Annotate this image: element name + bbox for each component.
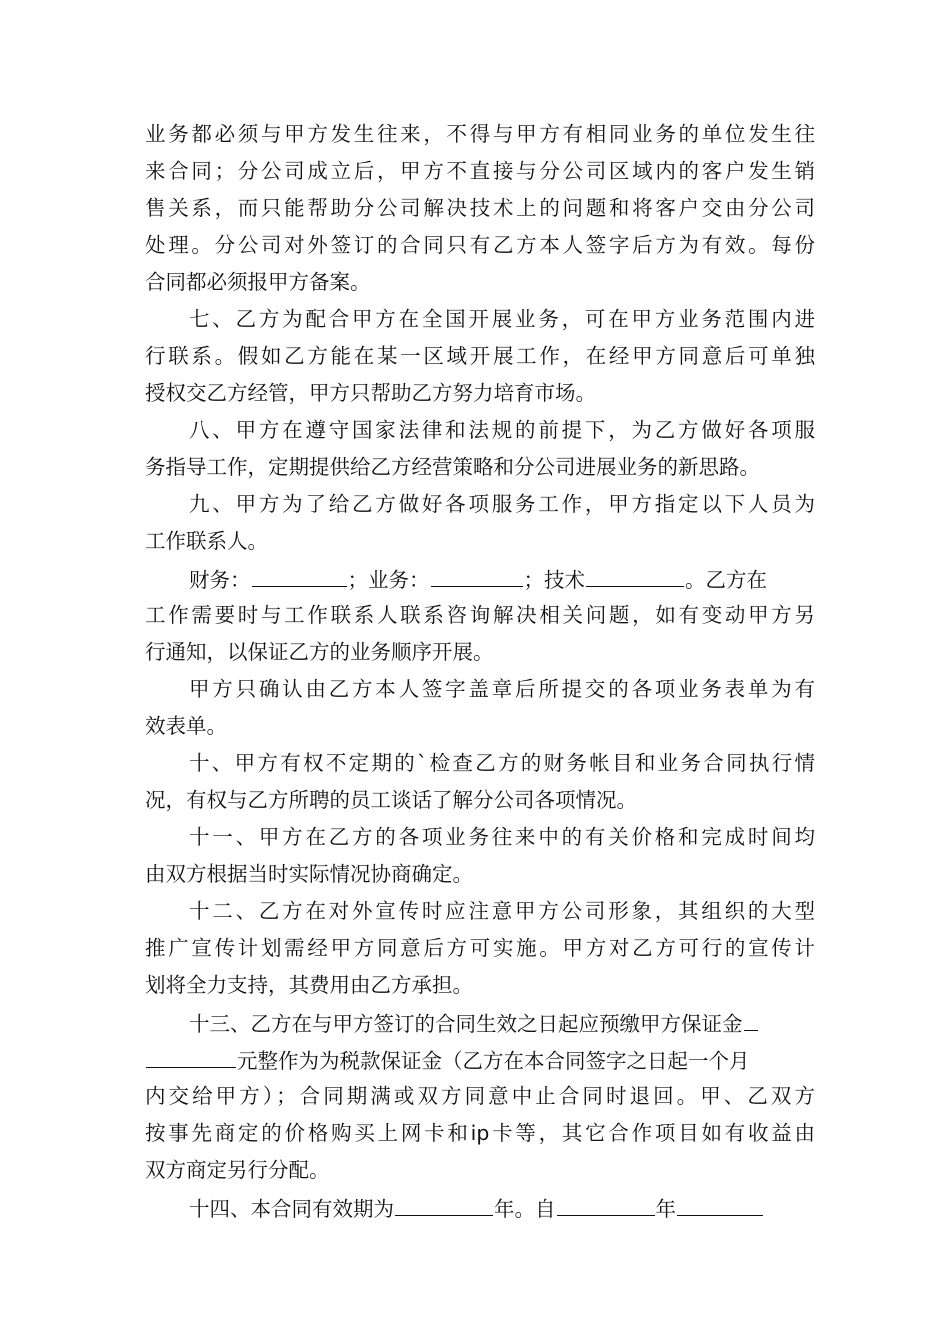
text-line: 合同都必须报甲方备案。 (145, 270, 371, 294)
term-start-year-blank (557, 1189, 655, 1216)
text-line: 处理。分公司对外签订的合同只有乙方本人签字后方为有效。每份 (145, 233, 815, 257)
text-line: 业务都必须与甲方发生往来，不得与甲方有相同业务的单位发生往 (145, 122, 815, 146)
text-line: 售关系，而只能帮助分公司解决技术上的问题和将客户交由分公司 (145, 196, 815, 220)
text-line: 来合同；分公司成立后，甲方不直接与分公司区域内的客户发生销 (145, 159, 815, 183)
tech-label: ；技术 (523, 568, 585, 592)
text-line: 工作需要时与工作联系人联系咨询解决相关问题，如有变动甲方另 (145, 603, 815, 627)
confirm-line: 甲方只确认由乙方本人签字盖章后所提交的各项业务表单为有 (189, 677, 815, 701)
text-line: 划将全力支持，其费用由乙方承担。 (145, 973, 473, 997)
text-line: 按事先商定的价格购买上网卡和ip卡等，其它合作项目如有收益由 (145, 1121, 815, 1145)
deposit-line-2 (145, 1041, 815, 1078)
clause-14-line (145, 1189, 815, 1226)
finance-label: 财务： (189, 568, 251, 592)
deposit-blank-start (744, 1004, 758, 1031)
business-label: ；业务： (347, 568, 430, 592)
text-line: 由双方根据当时实际情况协商确定。 (145, 862, 473, 886)
clause-12-line: 十二、乙方在对外宣传时应注意甲方公司形象，其组织的大型 (189, 899, 815, 923)
clause-11-line: 十一、甲方在乙方的各项业务往来中的有关价格和完成时间均 (189, 825, 815, 849)
term-year-label: 年 (655, 1197, 676, 1221)
clause-8-line: 八、甲方在遵守国家法律和法规的前提下，为乙方做好各项服 (189, 418, 815, 442)
text-line: 推广宣传计划需经甲方同意后方可实施。甲方对乙方可行的宣传计 (145, 936, 815, 960)
term-label: 十四、本合同有效期为 (189, 1197, 394, 1221)
text-line: 务指导工作，定期提供给乙方经营策略和分公司进展业务的新思路。 (145, 455, 760, 479)
clause-7-line: 七、乙方为配合甲方在全国开展业务，可在甲方业务范围内进 (189, 307, 815, 331)
text-line: 行通知，以保证乙方的业务顺序开展。 (145, 640, 494, 664)
deposit-text: 十三、乙方在与甲方签订的合同生效之日起应预缴甲方保证金 (189, 1012, 743, 1036)
tech-blank (586, 560, 684, 587)
clause-10-line: 十、甲方有权不定期的`检查乙方的财务帐目和业务合同执行情 (189, 751, 815, 775)
business-blank (431, 560, 523, 587)
text-line: 行联系。假如乙方能在某一区域开展工作，在经甲方同意后可单独 (145, 344, 815, 368)
term-from-label: 年。自 (494, 1197, 556, 1221)
text-line: 效表单。 (145, 714, 227, 738)
clause-9-line: 九、甲方为了给乙方做好各项服务工作，甲方指定以下人员为 (189, 492, 815, 516)
text-line: 况，有权与乙方所聘的员工谈话了解分公司各项情况。 (145, 788, 637, 812)
finance-blank (252, 560, 347, 587)
deposit-amount-blank (146, 1041, 236, 1068)
document-body (145, 116, 815, 1226)
term-month-blank (677, 1189, 763, 1216)
text-line: 工作联系人。 (145, 529, 268, 553)
text-line: 内交给甲方）；合同期满或双方同意中止合同时退回。甲、乙双方 (145, 1084, 815, 1108)
clause-13-line (145, 1004, 815, 1041)
term-years-blank (395, 1189, 493, 1216)
deposit-text-2: 元整作为为税款保证金（乙方在本合同签字之日起一个月 (237, 1049, 750, 1073)
contact-tail: 。乙方在 (685, 568, 767, 592)
contact-line (145, 560, 815, 597)
text-line: 授权交乙方经管，甲方只帮助乙方努力培育市场。 (145, 381, 596, 405)
text-line: 双方商定另行分配。 (145, 1158, 330, 1182)
